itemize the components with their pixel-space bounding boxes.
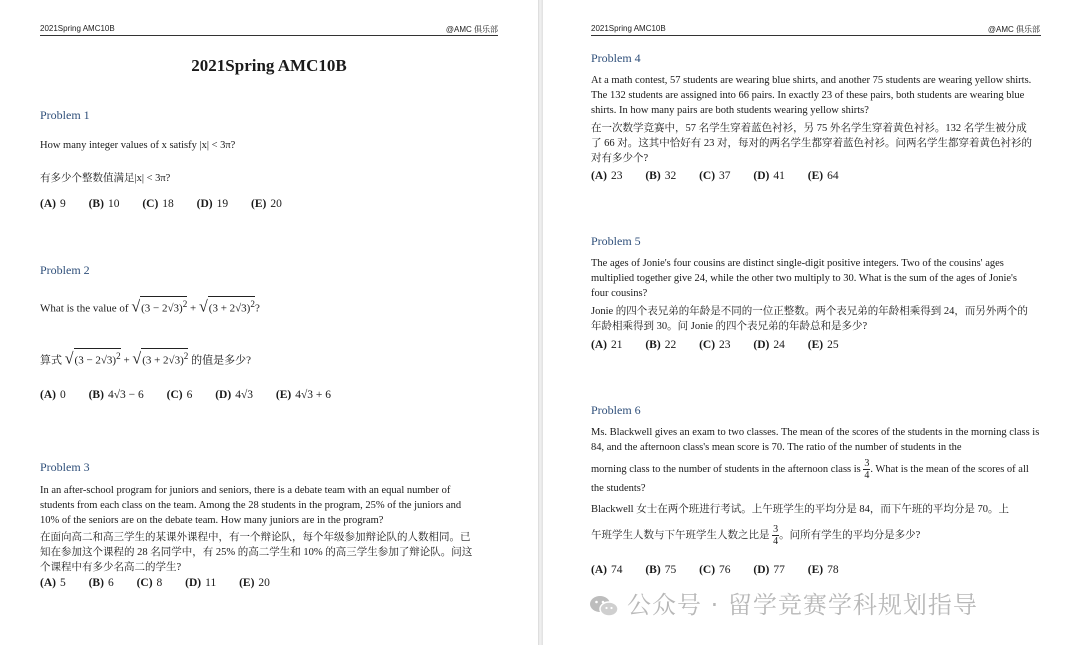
problem-5-choices	[591, 339, 859, 351]
choice-c: (C) 76	[699, 564, 731, 576]
choice-c: (C) 6	[166, 389, 193, 401]
problem-1-zh-text: 有多少个整数值满足|x| < 3π?	[40, 173, 171, 184]
document-title: 2021Spring AMC10B	[191, 56, 347, 75]
choice-d: (D) 11	[185, 577, 217, 589]
problem-1-choices	[40, 198, 302, 210]
problem-6-title: Problem 6	[591, 403, 641, 417]
problem-6-choices	[591, 564, 859, 576]
choice-d: (D) 41	[753, 170, 785, 182]
right-page	[543, 0, 1080, 645]
problem-6-zh-text-a: Blackwell 女士在两个班进行考试。上午班学生的平均分是 84，而下午班的平均分是 70。上	[591, 504, 1009, 515]
choice-d: (D) 24	[753, 339, 785, 351]
problem-6-en-text-b: morning class to the number of students in the afternoon class is $\frac{3}{4}$ . What is the mean of the scores of all the students?	[591, 458, 1029, 494]
problem-3-en-text: In an after-school program for juniors and seniors, there is a debate team with an equal number of students from each class on the team. Among the 28 students in the program, 25% of the juniors and 10% of the seniors are on the debate team. How many juniors are in the program?	[40, 485, 462, 526]
header-right: @AMC 俱乐部	[987, 25, 1040, 34]
header-right: @AMC 俱乐部	[445, 25, 498, 34]
header-rule	[40, 35, 498, 36]
choice-e: (E) 64	[807, 170, 839, 182]
wechat-icon	[589, 594, 619, 618]
problem-4-zh-text: 在一次数学竞赛中，57 名学生穿着蓝色衬衫，另 75 外名学生穿着黄色衬衫。132 名学生被分成了 66 对。这其中恰好有 23 对，每对的两名学生都穿着蓝色衬衫。问两名学生都穿着黄色衬衫的对有多少个?	[591, 123, 1032, 164]
choice-e: (E) 4√3 + 6	[275, 389, 332, 401]
choice-e: (E) 78	[807, 564, 839, 576]
choice-a: (A) 23	[591, 170, 623, 182]
problem-5-title: Problem 5	[591, 234, 641, 248]
problem-1-en-text: How many integer values of x satisfy |x| < 3π?	[40, 140, 236, 151]
header-left: 2021Spring AMC10B	[40, 24, 115, 33]
problem-4-en-text: At a math contest, 57 students are wearing blue shirts, and another 75 students are wearing yellow shirts. The 132 students are assigned into 66 pairs. In exactly 23 of these pairs, both students are wearing blue shirts. In how many pairs are both students wearing yellow shirts?	[591, 75, 1032, 116]
problem-3-title: Problem 3	[40, 460, 90, 474]
problem-5-zh-text: Jonie 的四个表兄弟的年龄是不同的一位正整数。两个表兄弟的年龄相乘得到 24，而另外两个的年龄相乘得到 30。问 Jonie 的四个表兄弟的年龄总和是多少?	[591, 306, 1028, 332]
choice-b: (B) 4√3 − 6	[88, 389, 144, 401]
header-rule	[591, 35, 1041, 36]
header-left: 2021Spring AMC10B	[591, 24, 666, 33]
choice-e: (E) 20	[251, 198, 282, 210]
problem-2-choices	[40, 389, 351, 401]
problem-2-title: Problem 2	[40, 263, 90, 277]
problem-2-zh-text: 算式 $√(3 - 2√3)^2 + √(3 + 2√3)^2$ 的值是多少?	[40, 348, 510, 369]
fraction: $\frac{3}{4}$	[864, 458, 870, 481]
choice-c: (C) 18	[142, 198, 174, 210]
problem-5-en-text: The ages of Jonie's four cousins are distinct single-digit positive integers. Two of the cousins' ages multiplied together give 24, while the other two multiply to 30. What is the sum of the ages of Jonie's four cousins?	[591, 258, 1018, 299]
choice-a: (A) 21	[591, 339, 623, 351]
watermark: 公众号 · 留学竞赛学科规划指导	[589, 585, 978, 620]
problem-4-choices	[591, 170, 859, 182]
left-page	[0, 0, 538, 645]
problem-6-zh-text-b: 午班学生人数与下午班学生人数之比是 $\frac{3}{4}$ 。问所有学生的平均分是多少?	[591, 524, 921, 547]
choice-b: (B) 6	[88, 577, 114, 589]
choice-b: (B) 32	[645, 170, 677, 182]
choice-d: (D) 4√3	[215, 389, 253, 401]
choice-c: (C) 8	[136, 577, 163, 589]
problem-4-title: Problem 4	[591, 51, 641, 65]
problem-2-en-text: What is the value of $√(3 - 2√3)^2 + √(3 + 2√3)^2$?	[40, 296, 510, 317]
choice-d: (D) 19	[196, 198, 229, 210]
choice-a: (A) 9	[40, 198, 66, 210]
choice-b: (B) 75	[645, 564, 677, 576]
choice-e: (E) 20	[239, 577, 270, 589]
choice-a: (A) 5	[40, 577, 66, 589]
problem-1-title: Problem 1	[40, 108, 90, 122]
fraction: $\frac{3}{4}$	[773, 524, 779, 547]
choice-b: (B) 10	[88, 198, 120, 210]
problem-3-zh-text: 在面向高二和高三学生的某课外课程中，有一个辩论队，每个年级参加辩论队的人数相同。已知在参加这个课程的 28 名同学中，有 25% 的高二学生和 10% 的高三学生参加了辩论队。问这个课程中有多少名高二的学生?	[40, 532, 473, 573]
choice-a: (A) 74	[591, 564, 623, 576]
choice-c: (C) 37	[699, 170, 731, 182]
problem-3-choices	[40, 577, 290, 589]
choice-a: (A) 0	[40, 389, 66, 401]
choice-c: (C) 23	[699, 339, 731, 351]
problem-6-en-text-a: Ms. Blackwell gives an exam to two classes. The mean of the scores of the students in the morning class is 84, and the afternoon class's mean score is 70. The ratio of the number of students in the	[591, 427, 1040, 453]
choice-d: (D) 77	[753, 564, 785, 576]
choice-b: (B) 22	[645, 339, 677, 351]
choice-e: (E) 25	[807, 339, 839, 351]
